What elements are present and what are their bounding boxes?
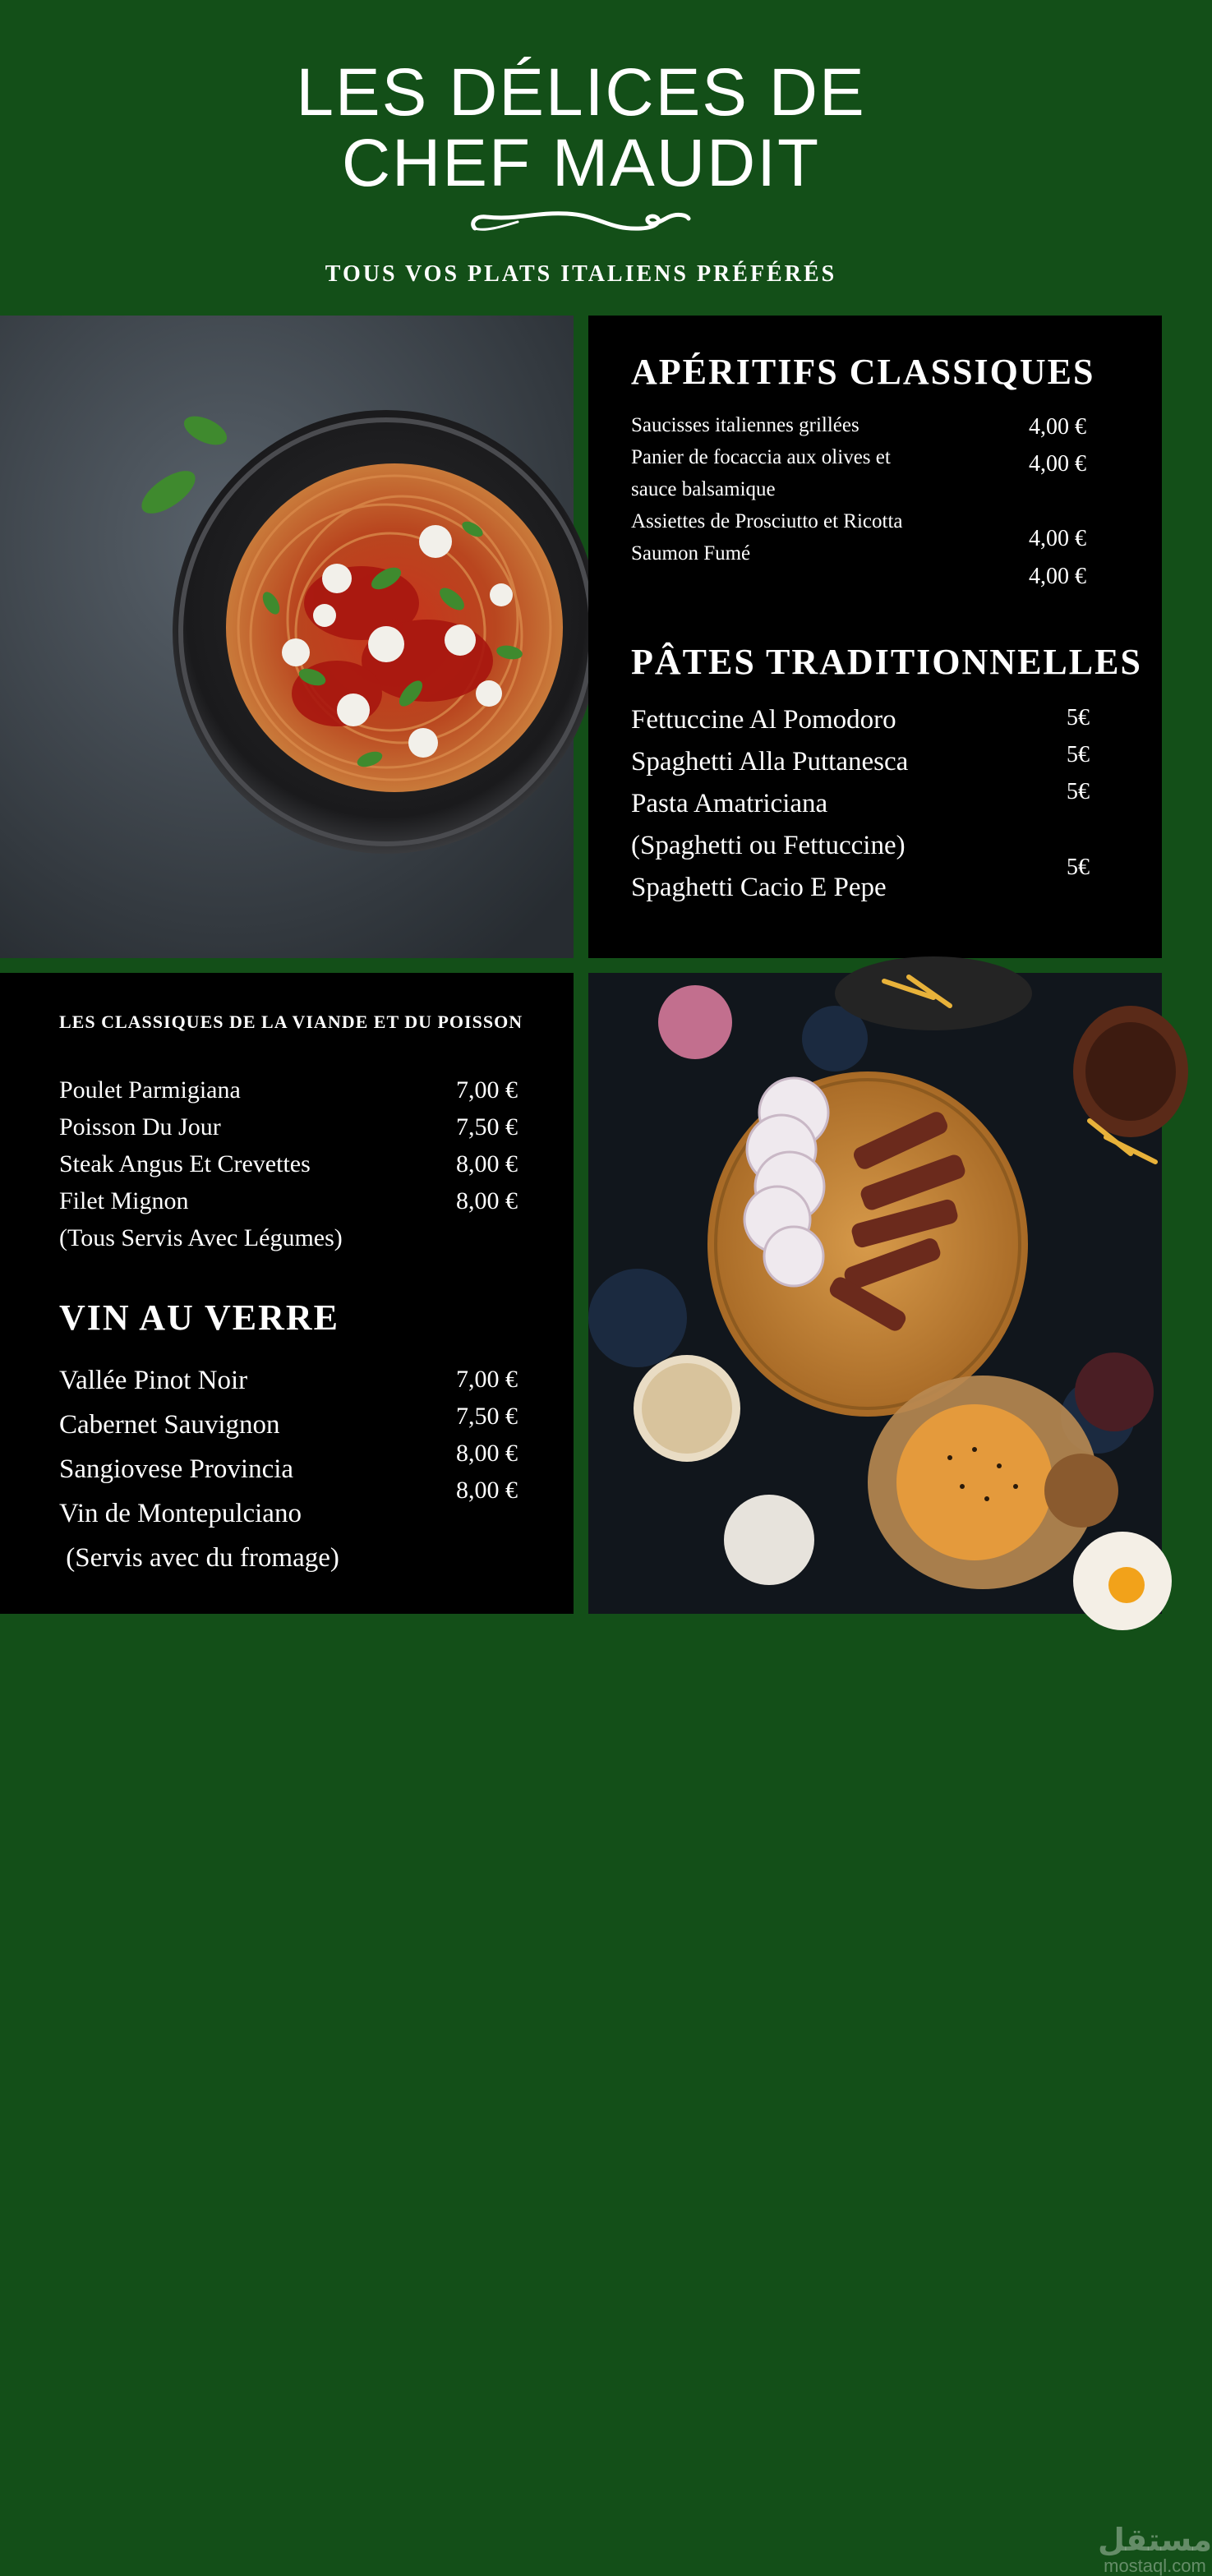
menu-panel-left (0, 973, 574, 1614)
aperitif-item: Panier de focaccia aux olives et (631, 446, 891, 468)
pasta-item: Spaghetti Cacio E Pepe (631, 873, 887, 902)
mostaql-watermark (1098, 2524, 1212, 2575)
pasta-price: 5€ (1067, 779, 1090, 804)
pasta-price: 5€ (1067, 855, 1090, 880)
vin-heading: VIN AU VERRE (59, 1297, 340, 1338)
pasta-item: (Spaghetti ou Fettuccine) (631, 831, 906, 860)
tagline: TOUS VOS PLATS ITALIENS PRÉFÉRÉS (325, 261, 837, 287)
aperitif-item: Assiettes de Prosciutto et Ricotta (631, 510, 903, 532)
watermark-latin: mostaql.com (1104, 2555, 1206, 2576)
pates-heading: PÂTES TRADITIONNELLES (631, 642, 1142, 682)
wine-item: Sangiovese Provincia (59, 1454, 294, 1484)
wine-price: 7,00 € (456, 1366, 518, 1393)
flourish-ornament (468, 205, 694, 238)
menu-panel-right (588, 316, 1162, 958)
pasta-item: Pasta Amatriciana (631, 789, 828, 818)
title-line-2: CHEF MAUDIT (341, 126, 821, 200)
aperitif-price: 4,00 € (1029, 414, 1086, 440)
spaghetti-photo (0, 316, 574, 958)
pasta-item: Spaghetti Alla Puttanesca (631, 747, 909, 776)
title-line-1: LES DÉLICES DE (296, 55, 866, 130)
steak-platter-photo (588, 973, 1212, 2576)
platter-illustration (588, 973, 1162, 1614)
meat-price: 7,00 € (456, 1076, 518, 1104)
wine-price: 7,50 € (456, 1403, 518, 1430)
wine-price: 8,00 € (456, 1440, 518, 1467)
meat-note: (Tous Servis Avec Légumes) (59, 1224, 343, 1251)
restaurant-title (0, 55, 1162, 200)
meat-item: Poulet Parmigiana (59, 1076, 241, 1104)
aperitif-price: 4,00 € (1029, 451, 1086, 477)
aperitif-item: sauce balsamique (631, 478, 776, 500)
wine-item: Vin de Montepulciano (59, 1499, 302, 1528)
pasta-price: 5€ (1067, 705, 1090, 730)
spaghetti-illustration (0, 316, 574, 958)
wine-price: 8,00 € (456, 1477, 518, 1504)
aperitif-price: 4,00 € (1029, 564, 1086, 589)
menu-header (0, 0, 1162, 316)
viande-heading: LES CLASSIQUES DE LA VIANDE ET DU POISSON (59, 1012, 523, 1032)
pasta-item: Fettuccine Al Pomodoro (631, 705, 896, 735)
aperitifs-heading: APÉRITIFS CLASSIQUES (631, 352, 1095, 392)
aperitif-item: Saumon Fumé (631, 542, 751, 565)
meat-item: Poisson Du Jour (59, 1113, 221, 1141)
aperitif-price: 4,00 € (1029, 526, 1086, 551)
meat-item: Filet Mignon (59, 1187, 189, 1214)
meat-item: Steak Angus Et Crevettes (59, 1150, 311, 1177)
meat-price: 8,00 € (456, 1187, 518, 1214)
pasta-price: 5€ (1067, 742, 1090, 767)
meat-price: 8,00 € (456, 1150, 518, 1177)
wine-note: (Servis avec du fromage) (59, 1543, 339, 1573)
aperitif-item: Saucisses italiennes grillées (631, 414, 859, 436)
meat-price: 7,50 € (456, 1113, 518, 1141)
watermark-arabic: مستقل (1098, 2523, 1212, 2558)
wine-item: Vallée Pinot Noir (59, 1366, 248, 1395)
wine-item: Cabernet Sauvignon (59, 1410, 280, 1440)
